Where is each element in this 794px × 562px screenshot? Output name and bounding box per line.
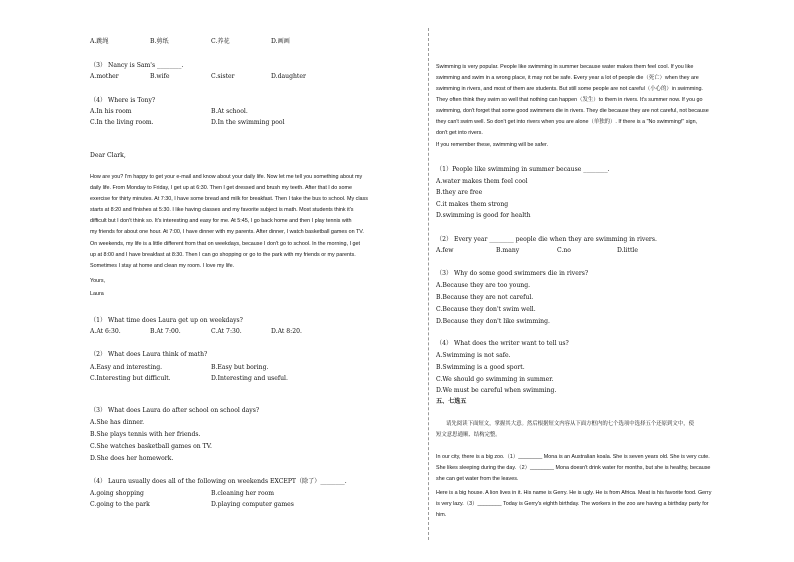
section-title: 五、七选五 (436, 398, 467, 405)
letter-line: my friends for about one hour. At 7:00, I have dinner with my parents. After dinner, I watch basketball games on TV. (90, 229, 364, 235)
option-a: A.跳绳 (90, 38, 109, 45)
instruction-line: 短文意思通顺、结构完整。 (436, 432, 501, 438)
question-3: （3） Nancy is Sam's ________. (90, 62, 184, 69)
option-b: B.wife (150, 73, 170, 80)
letter-line: daily life. From Monday to Friday, I get up at 6:30. Then I get dressed and brush my teeth. After that I do some (90, 185, 352, 191)
option-c: C.sister (211, 73, 235, 80)
option-d: D.She does her homework. (90, 455, 174, 462)
option-b: B.Because they are not careful. (436, 294, 534, 301)
option-b: B.Easy but boring. (211, 364, 269, 371)
option-d: D.Because they don't like swimming. (436, 318, 550, 325)
option-c: C.She watches basketball games on TV. (90, 443, 212, 450)
option-a: A.At 6:30. (90, 328, 121, 335)
option-c: C.养花 (211, 38, 230, 45)
question-1: （1）People like swimming in summer because ________. (436, 166, 610, 173)
question-1: （1） What time does Laura get up on weekdays? (90, 317, 243, 324)
letter-line: up at 8:00 and I have breakfast at 8:30. Then I can go shopping or go to the park with my friends or my parents. (90, 252, 356, 258)
option-a: A.water makes them feel cool (436, 178, 528, 185)
column-divider (428, 28, 429, 540)
option-b: B.many (496, 247, 520, 254)
instruction-line: 请先阅读下面短文，掌握其大意。然后根据短文内容从下面方框内的七个选项中选择五个还原到文中，使 (446, 421, 694, 427)
letter-line: difficult but I don't think so. It's interesting and easy for me. At 5:45, I go back home and then I play tennis with (90, 218, 352, 224)
zoo-line: is very lazy.（3）________ Today is Gerry's eighth birthday. The workers in the zoo are having a birthday party for (436, 501, 709, 507)
option-c: C.At 7:30. (211, 328, 242, 335)
letter-greeting: Dear Clark, (90, 152, 126, 159)
option-a: A.going shopping (90, 490, 144, 497)
option-a: A.mother (90, 73, 119, 80)
option-b: B.剪纸 (150, 38, 169, 45)
option-a: A.Because they are too young. (436, 282, 531, 289)
option-d: D.At 8:20. (271, 328, 302, 335)
passage-line: swimming in rivers, and most of them are students. But still some people are not careful（小心的）in swimming. (436, 86, 703, 92)
option-b: B.Swimming is a good sport. (436, 364, 525, 371)
question-4: （4） What does the writer want to tell us? (436, 340, 569, 347)
letter-closing: Yours, (90, 278, 106, 284)
option-c: C.no (557, 247, 571, 254)
option-d: D.little (617, 247, 638, 254)
option-a: A.She has dinner. (90, 419, 145, 426)
letter-line: How are you? I'm happy to get your e-mail and know about your daily life. Now let me tell you something about my (90, 174, 363, 180)
option-c: C.it makes them strong (436, 201, 509, 208)
option-b: B.cleaning her room (211, 490, 275, 497)
option-d: D.画画 (271, 38, 290, 45)
option-c: C.In the living room. (90, 119, 154, 126)
passage-line: swimming, don't forget that some good swimmers die in rivers. They die because they are not careful, not because (436, 108, 709, 114)
passage-end: If you remember these, swimming will be safer. (436, 142, 549, 148)
zoo-line: She likes sleeping during the day.（2）________ Mona doesn't drink water for months, but she is healthy, because (436, 465, 711, 471)
option-c: C.going to the park (90, 501, 150, 508)
letter-line: Sometimes I stay at home and clean my room. I love my life. (90, 263, 235, 269)
question-2: （2） What does Laura think of math? (90, 351, 208, 358)
option-b: B.they are free (436, 189, 483, 196)
zoo-line: she can get water from the leaves. (436, 476, 519, 482)
question-4: （4） Where is Tony? (90, 97, 156, 104)
question-3: （3） What does Laura do after school on school days? (90, 407, 260, 414)
option-a: A.Easy and interesting. (90, 364, 163, 371)
zoo-line: him. (436, 512, 447, 518)
option-c: C.Because they don't swim well. (436, 306, 536, 313)
passage-line: Swimming is very popular. People like swimming in summer because water makes them feel cool. If you like (436, 64, 694, 70)
option-d: D.We must be careful when swimming. (436, 387, 557, 394)
question-2: （2） Every year ________ people die when they are swimming in rivers. (436, 236, 657, 243)
option-d: D.Interesting and useful. (211, 375, 288, 382)
option-d: D.swimming is good for health (436, 212, 531, 219)
option-a: A.Swimming is not safe. (436, 352, 511, 359)
option-b: B.She plays tennis with her friends. (90, 431, 201, 438)
option-b: B.At 7:00. (150, 328, 181, 335)
letter-signature: Laura (90, 291, 104, 297)
option-d: D.playing computer games (211, 501, 294, 508)
passage-line: swimming and swim in a wrong place, it may not be safe. Every year a lot of people die（死亡）when they are (436, 75, 699, 81)
zoo-line: In our city, there is a big zoo.（1）________ Mona is an Australian koala. She is seven years old. She is very cute. (436, 454, 710, 460)
option-b: B.At school. (211, 108, 248, 115)
letter-line: exercise for thirty minutes. At 7:30, I have some bread and milk for breakfast. Then I take the bus to school. My class (90, 196, 368, 202)
left-column (90, 0, 420, 562)
zoo-line: Here is a big house. A lion lives in it. His name is Gerry. He is ugly. He is from Africa. Meat is his favorite food. Gerry (436, 490, 712, 496)
passage-line: they can't swim well. So don't get into rivers when you are alone（单独的）. If there is a "No swimming!" sign, (436, 119, 698, 125)
passage-line: They often think they swim so well that nothing can happen（发生）to them in rivers. It's summer now. If you go (436, 97, 703, 103)
option-c: C.We should go swimming in summer. (436, 376, 554, 383)
letter-line: starts at 8:20 and finishes at 5:30. I like having classes and my favorite subject is math. Most students think it's (90, 207, 354, 213)
option-a: A.In his room (90, 108, 132, 115)
passage-line: don't get into rivers. (436, 130, 483, 136)
right-column (436, 0, 766, 562)
question-4: （4） Laura usually does all of the following on weekends EXCEPT（除了）________. (90, 478, 347, 485)
letter-line: On weekends, my life is a little different from that on weekdays, because I don't go to school. In the morning, I get (90, 241, 361, 247)
question-3: （3） Why do some good swimmers die in rivers? (436, 270, 589, 277)
option-a: A.few (436, 247, 454, 254)
option-d: D.In the swimming pool (211, 119, 285, 126)
option-d: D.daughter (271, 73, 306, 80)
option-c: C.Interesting but difficult. (90, 375, 171, 382)
